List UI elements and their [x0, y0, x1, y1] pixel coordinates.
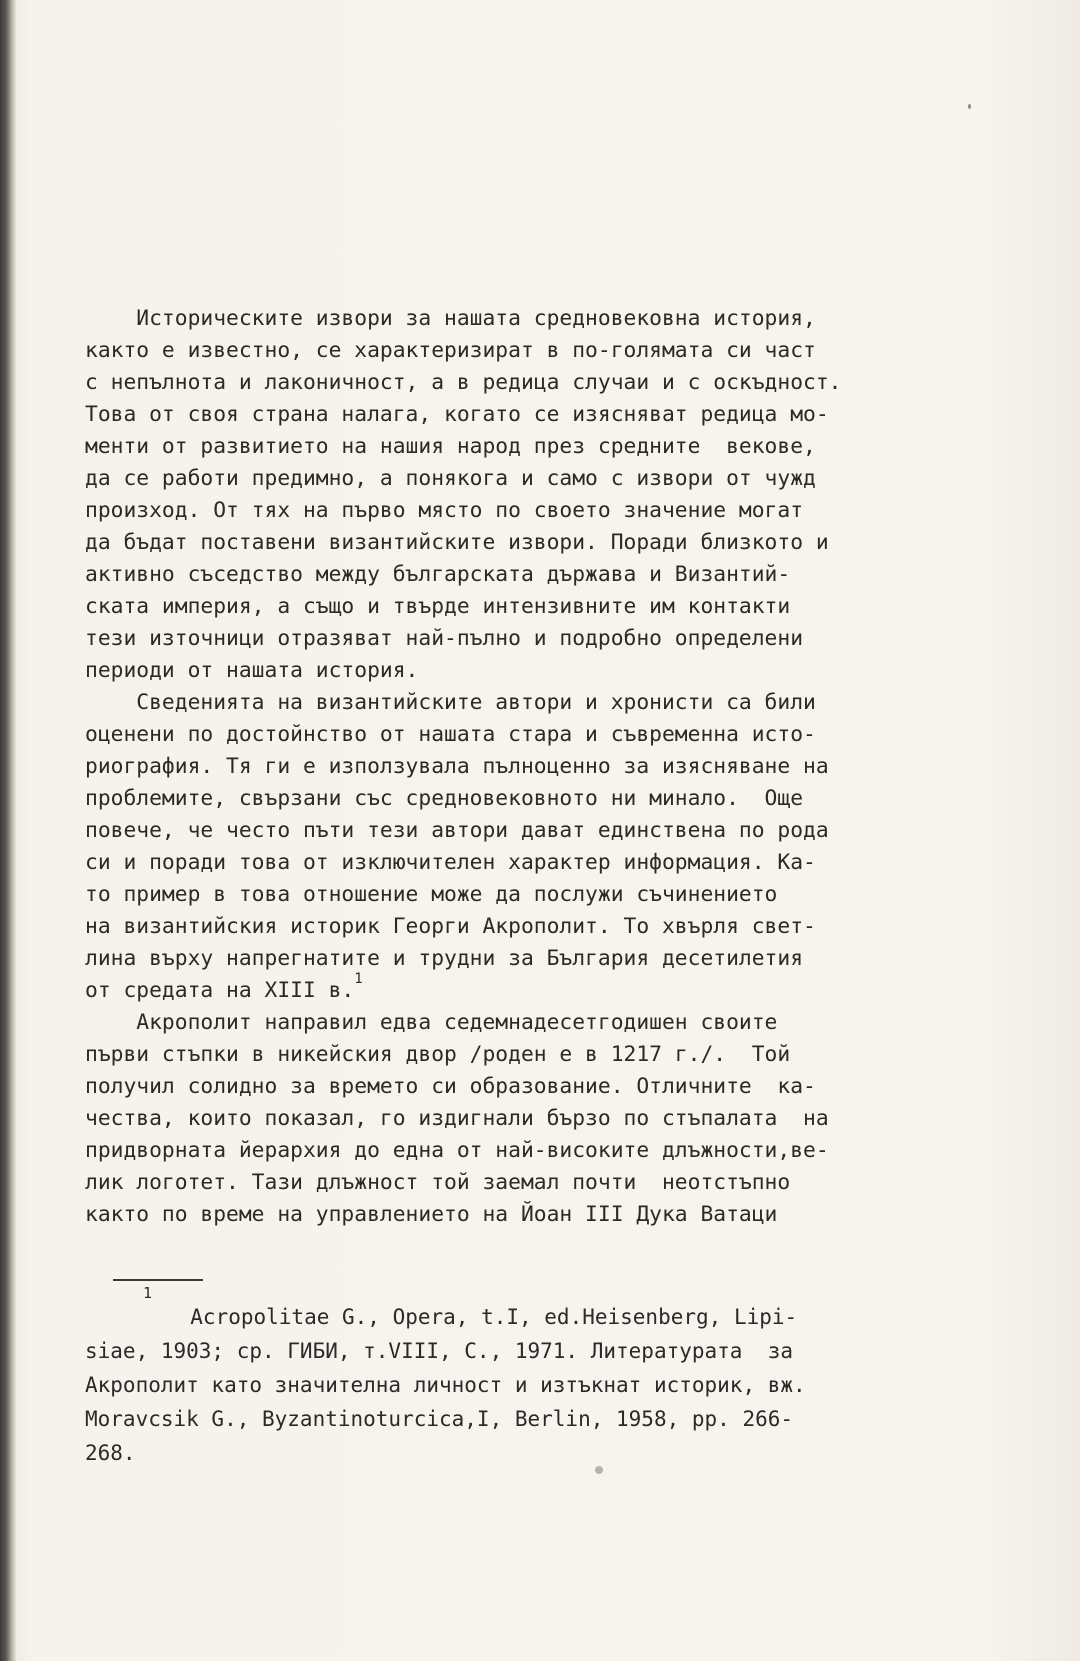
- footnote-number: 1: [143, 1284, 153, 1302]
- text-line: Това от своя страна налага, когато се изясняват редица мо-: [85, 402, 829, 427]
- footnote: [85, 1286, 965, 1470]
- text-line: лик логотет. Тази длъжност той заемал почти неотстъпно: [85, 1170, 791, 1195]
- text-line: както по време на управлението на Йоан III Дука Ватаци: [85, 1202, 778, 1227]
- body-text: [85, 303, 965, 1231]
- text-line: периоди от нашата история.: [85, 658, 419, 683]
- footnote-line: Moravcsik G., Byzantinoturcica,I, Berlin, 1958, pp. 266-: [85, 1407, 794, 1431]
- text-line: тези източници отразяват най-пълно и подробно определени: [85, 626, 804, 651]
- footnote-line: Акрополит като значителна личност и изтъкнат историк, вж.: [85, 1373, 806, 1397]
- text-line: Акрополит направил едва седемнадесетгодишен своите: [85, 1010, 778, 1035]
- footnote-line: 268.: [85, 1441, 136, 1465]
- text-line: Историческите извори за нашата средновековна история,: [85, 306, 816, 331]
- text-line: активно съседство между българската държава и Византий-: [85, 562, 791, 587]
- text-line: да се работи предимно, а понякога и само с извори от чужд: [85, 466, 816, 491]
- text-line: както е известно, се характеризират в по-голямата си част: [85, 338, 816, 363]
- text-line: от средата на XIII в.: [85, 978, 355, 1003]
- page-binding-edge: [0, 0, 16, 1661]
- text-line: ската империя, а също и твърде интензивните им контакти: [85, 594, 791, 619]
- text-line: придворната йерархия до една от най-високите длъжности,ве-: [85, 1138, 829, 1163]
- text-line: менти от развитието на нашия народ през средните векове,: [85, 434, 816, 459]
- footnote-line: Acropolitae G., Opera, t.I, ed.Heisenberg, Lipi-: [165, 1305, 798, 1329]
- text-line: да бъдат поставени византийските извори. Поради близкото и: [85, 530, 829, 555]
- text-line: Сведенията на византийските автори и хронисти са били: [85, 690, 816, 715]
- footnote-reference[interactable]: 1: [354, 971, 363, 987]
- text-line: чества, които показал, го издигнали бързо по стъпалата на: [85, 1106, 829, 1131]
- text-line-with-footnote-ref: [85, 971, 965, 1007]
- footnote-divider: [113, 1279, 203, 1281]
- paper-blemish: [968, 104, 971, 109]
- text-line: лина върху напрегнатите и трудни за България десетилетия: [85, 946, 804, 971]
- text-line: получил солидно за времето си образование. Отличните ка-: [85, 1074, 816, 1099]
- text-line: произход. От тях на първо място по своето значение могат: [85, 498, 804, 523]
- footnote-line: siae, 1903; ср. ГИБИ, т.VIII, С., 1971. Литературата за: [85, 1339, 794, 1363]
- text-line: с непълнота и лаконичност, а в редица случаи и с оскъдност.: [85, 370, 842, 395]
- text-line: оценени по достойнство от нашата стара и съвременна исто-: [85, 722, 816, 747]
- text-line: на византийския историк Георги Акрополит. То хвърля свет-: [85, 914, 816, 939]
- text-line: то пример в това отношение може да послужи съчинението: [85, 882, 778, 907]
- text-line: риография. Тя ги е използувала пълноценно за изясняване на: [85, 754, 829, 779]
- paper-blemish: [595, 1466, 603, 1474]
- text-line: проблемите, свързани със средновековното ни минало. Още: [85, 786, 804, 811]
- text-line: повече, че често пъти тези автори дават единствена по рода: [85, 818, 829, 843]
- text-line: първи стъпки в никейския двор /роден е в 1217 г./. Той: [85, 1042, 791, 1067]
- text-line: си и поради това от изключителен характер информация. Ка-: [85, 850, 816, 875]
